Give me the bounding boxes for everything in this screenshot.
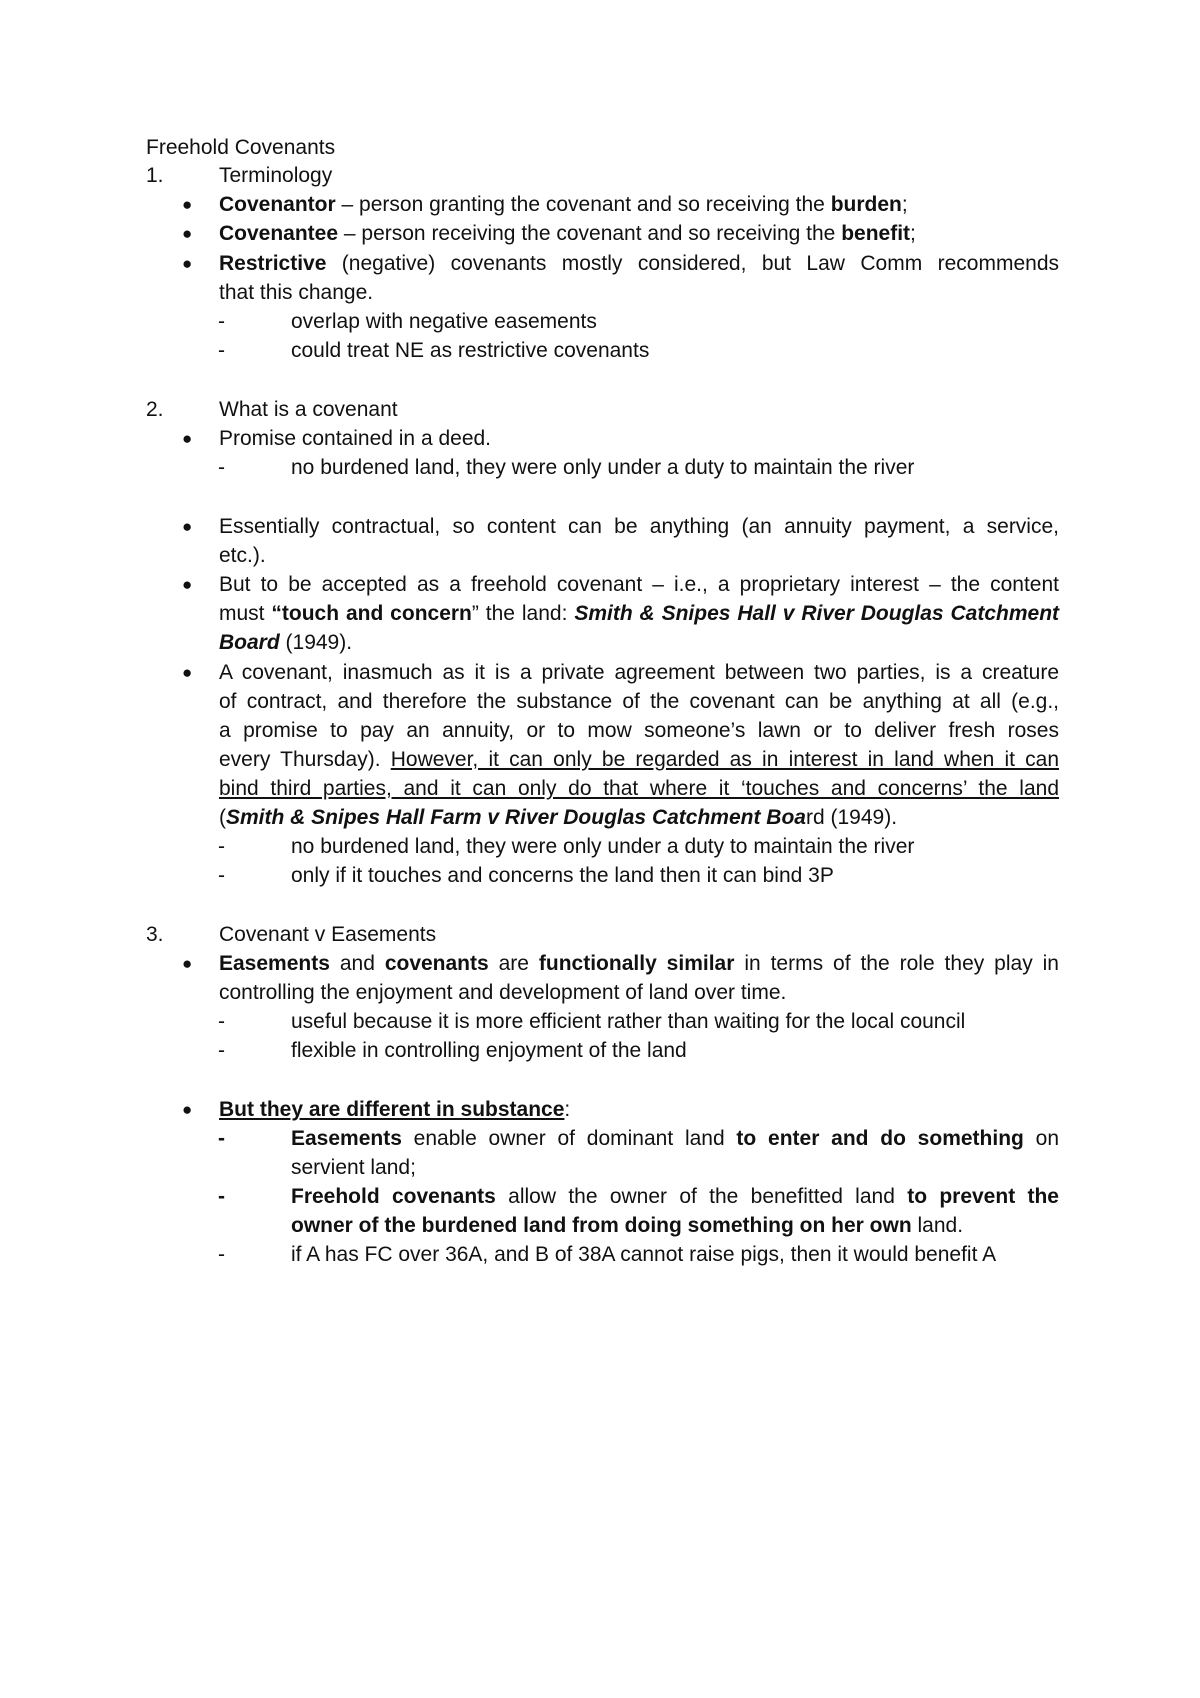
s2-dash-3: only if it touches and concerns the land then it can bind 3P bbox=[291, 864, 834, 887]
term-burdened-owner: owner of the burdened land from doing something on her own bbox=[291, 1214, 912, 1237]
s3-dash-3-cont: servient land; bbox=[291, 1156, 416, 1179]
case-citation: Smith & Snipes Hall Farm v River Douglas Catchment Boa bbox=[226, 806, 806, 829]
s2-bullet-3-cont bbox=[219, 599, 1059, 629]
s2-bullet-1: Promise contained in a deed. bbox=[219, 427, 492, 450]
dash-marker: - bbox=[218, 835, 225, 858]
s1-bullet-covenantee bbox=[219, 219, 916, 249]
term-covenantor: Covenantor bbox=[219, 193, 336, 216]
term-easements: Easements bbox=[291, 1127, 402, 1150]
bullet-icon: ● bbox=[182, 195, 193, 214]
s2-bullet-3: But to be accepted as a freehold covenant – i.e., a proprietary interest – the content bbox=[219, 573, 1059, 596]
section-3-heading: Covenant v Easements bbox=[219, 923, 437, 946]
s3-dash-2: flexible in controlling enjoyment of the land bbox=[291, 1039, 687, 1062]
text: enable owner of dominant land bbox=[401, 1127, 737, 1150]
bullet-icon: ● bbox=[182, 954, 193, 973]
bullet-icon: ● bbox=[182, 429, 193, 448]
text: – person receiving the covenant and so receiving the bbox=[338, 222, 842, 245]
s3-bullet-2 bbox=[219, 1095, 570, 1125]
section-3-number: 3. bbox=[146, 923, 164, 946]
text: and bbox=[329, 952, 385, 975]
bullet-icon: ● bbox=[182, 663, 193, 682]
dash-marker: - bbox=[218, 1185, 225, 1208]
text: – person granting the covenant and so receiving the bbox=[335, 193, 831, 216]
s2-bullet-3-cont2 bbox=[219, 628, 352, 658]
dash-marker: - bbox=[218, 310, 225, 333]
term-restrictive: Restrictive bbox=[219, 252, 327, 275]
s3-dash-1: useful because it is more efficient rather than waiting for the local council bbox=[291, 1010, 966, 1033]
s2-dash-2: no burdened land, they were only under a duty to maintain the river bbox=[291, 835, 915, 858]
text: (negative) covenants mostly considered, but Law Comm recommends bbox=[326, 252, 1059, 275]
s3-dash-3 bbox=[291, 1124, 1059, 1154]
term-covenantee: Covenantee bbox=[219, 222, 339, 245]
text: land. bbox=[911, 1214, 964, 1237]
case-citation: Smith & Snipes Hall v River Douglas Catchment bbox=[574, 602, 1060, 625]
underlined-heading: But they are different in substance bbox=[219, 1098, 565, 1121]
term-freehold-covenants: Freehold covenants bbox=[291, 1185, 496, 1208]
term-to-prevent: to prevent the bbox=[907, 1185, 1059, 1208]
term-covenants: covenants bbox=[384, 952, 489, 975]
underlined-text: However, it can only be regarded as in interest in land when it can bbox=[390, 748, 1059, 771]
bullet-icon: ● bbox=[182, 1100, 193, 1119]
text: ” the land: bbox=[471, 602, 575, 625]
s2-bullet-4-line6 bbox=[219, 803, 897, 833]
dash-marker: - bbox=[218, 456, 225, 479]
underlined-text: bind third parties, and it can only do that where it ‘touches and concerns’ the land bbox=[219, 777, 1059, 800]
s2-bullet-2: Essentially contractual, so content can be anything (an annuity payment, a service, bbox=[219, 515, 1059, 538]
text: allow the owner of the benefitted land bbox=[495, 1185, 908, 1208]
term-touch-and-concern: “touch and concern bbox=[271, 602, 472, 625]
section-1-heading: Terminology bbox=[219, 164, 333, 187]
section-2-number: 2. bbox=[146, 398, 164, 421]
s3-bullet-1-cont: controlling the enjoyment and development of land over time. bbox=[219, 981, 787, 1004]
s1-dash-2: could treat NE as restrictive covenants bbox=[291, 339, 650, 362]
bullet-icon: ● bbox=[182, 517, 193, 536]
s2-bullet-4-line2: of contract, and therefore the substance of the covenant can be anything at all (e.g., bbox=[219, 690, 1059, 713]
s3-dash-4-cont bbox=[291, 1211, 963, 1241]
text: are bbox=[488, 952, 539, 975]
case-citation: Board bbox=[219, 631, 280, 654]
s2-bullet-4: A covenant, inasmuch as it is a private agreement between two parties, is a creature bbox=[219, 661, 1059, 684]
s3-bullet-1 bbox=[219, 949, 1059, 979]
term-burden: burden bbox=[830, 193, 902, 216]
text: in terms of the role they play in bbox=[734, 952, 1059, 975]
section-1-number: 1. bbox=[146, 164, 164, 187]
dash-marker: - bbox=[218, 1039, 225, 1062]
s2-bullet-4-line4 bbox=[219, 745, 1059, 775]
document-title: Freehold Covenants bbox=[146, 136, 336, 159]
text: on bbox=[1023, 1127, 1059, 1150]
bullet-icon: ● bbox=[182, 254, 193, 273]
s3-dash-4 bbox=[291, 1182, 1059, 1212]
term-easements: Easements bbox=[219, 952, 330, 975]
dash-marker: - bbox=[218, 1127, 225, 1150]
s3-dash-5: if A has FC over 36A, and B of 38A cannot raise pigs, then it would benefit A bbox=[291, 1243, 997, 1266]
text: (1949). bbox=[279, 631, 353, 654]
dash-marker: - bbox=[218, 339, 225, 362]
text: must bbox=[219, 602, 272, 625]
text: every Thursday). bbox=[219, 748, 391, 771]
term-benefit: benefit bbox=[841, 222, 911, 245]
s1-bullet-restrictive bbox=[219, 249, 1059, 279]
dash-marker: - bbox=[218, 1010, 225, 1033]
text: ( bbox=[219, 806, 226, 829]
s1-bullet-covenantor bbox=[219, 190, 908, 220]
s1-dash-1: overlap with negative easements bbox=[291, 310, 597, 333]
dash-marker: - bbox=[218, 864, 225, 887]
term-functionally-similar: functionally similar bbox=[538, 952, 735, 975]
s1-bullet-restrictive-cont: that this change. bbox=[219, 281, 374, 304]
bullet-icon: ● bbox=[182, 575, 193, 594]
bullet-icon: ● bbox=[182, 224, 193, 243]
term-enter-and-do: to enter and do something bbox=[736, 1127, 1024, 1150]
s2-bullet-4-line5 bbox=[219, 774, 1059, 804]
text: ; bbox=[910, 222, 916, 245]
s2-dash-1: no burdened land, they were only under a duty to maintain the river bbox=[291, 456, 915, 479]
section-2-heading: What is a covenant bbox=[219, 398, 398, 421]
text: rd (1949). bbox=[805, 806, 898, 829]
s2-bullet-2-cont: etc.). bbox=[219, 544, 266, 567]
dash-marker: - bbox=[218, 1243, 225, 1266]
text: ; bbox=[901, 193, 908, 216]
text: : bbox=[564, 1098, 571, 1121]
s2-bullet-4-line3: a promise to pay an annuity, or to mow someone’s lawn or to deliver fresh roses bbox=[219, 719, 1059, 742]
